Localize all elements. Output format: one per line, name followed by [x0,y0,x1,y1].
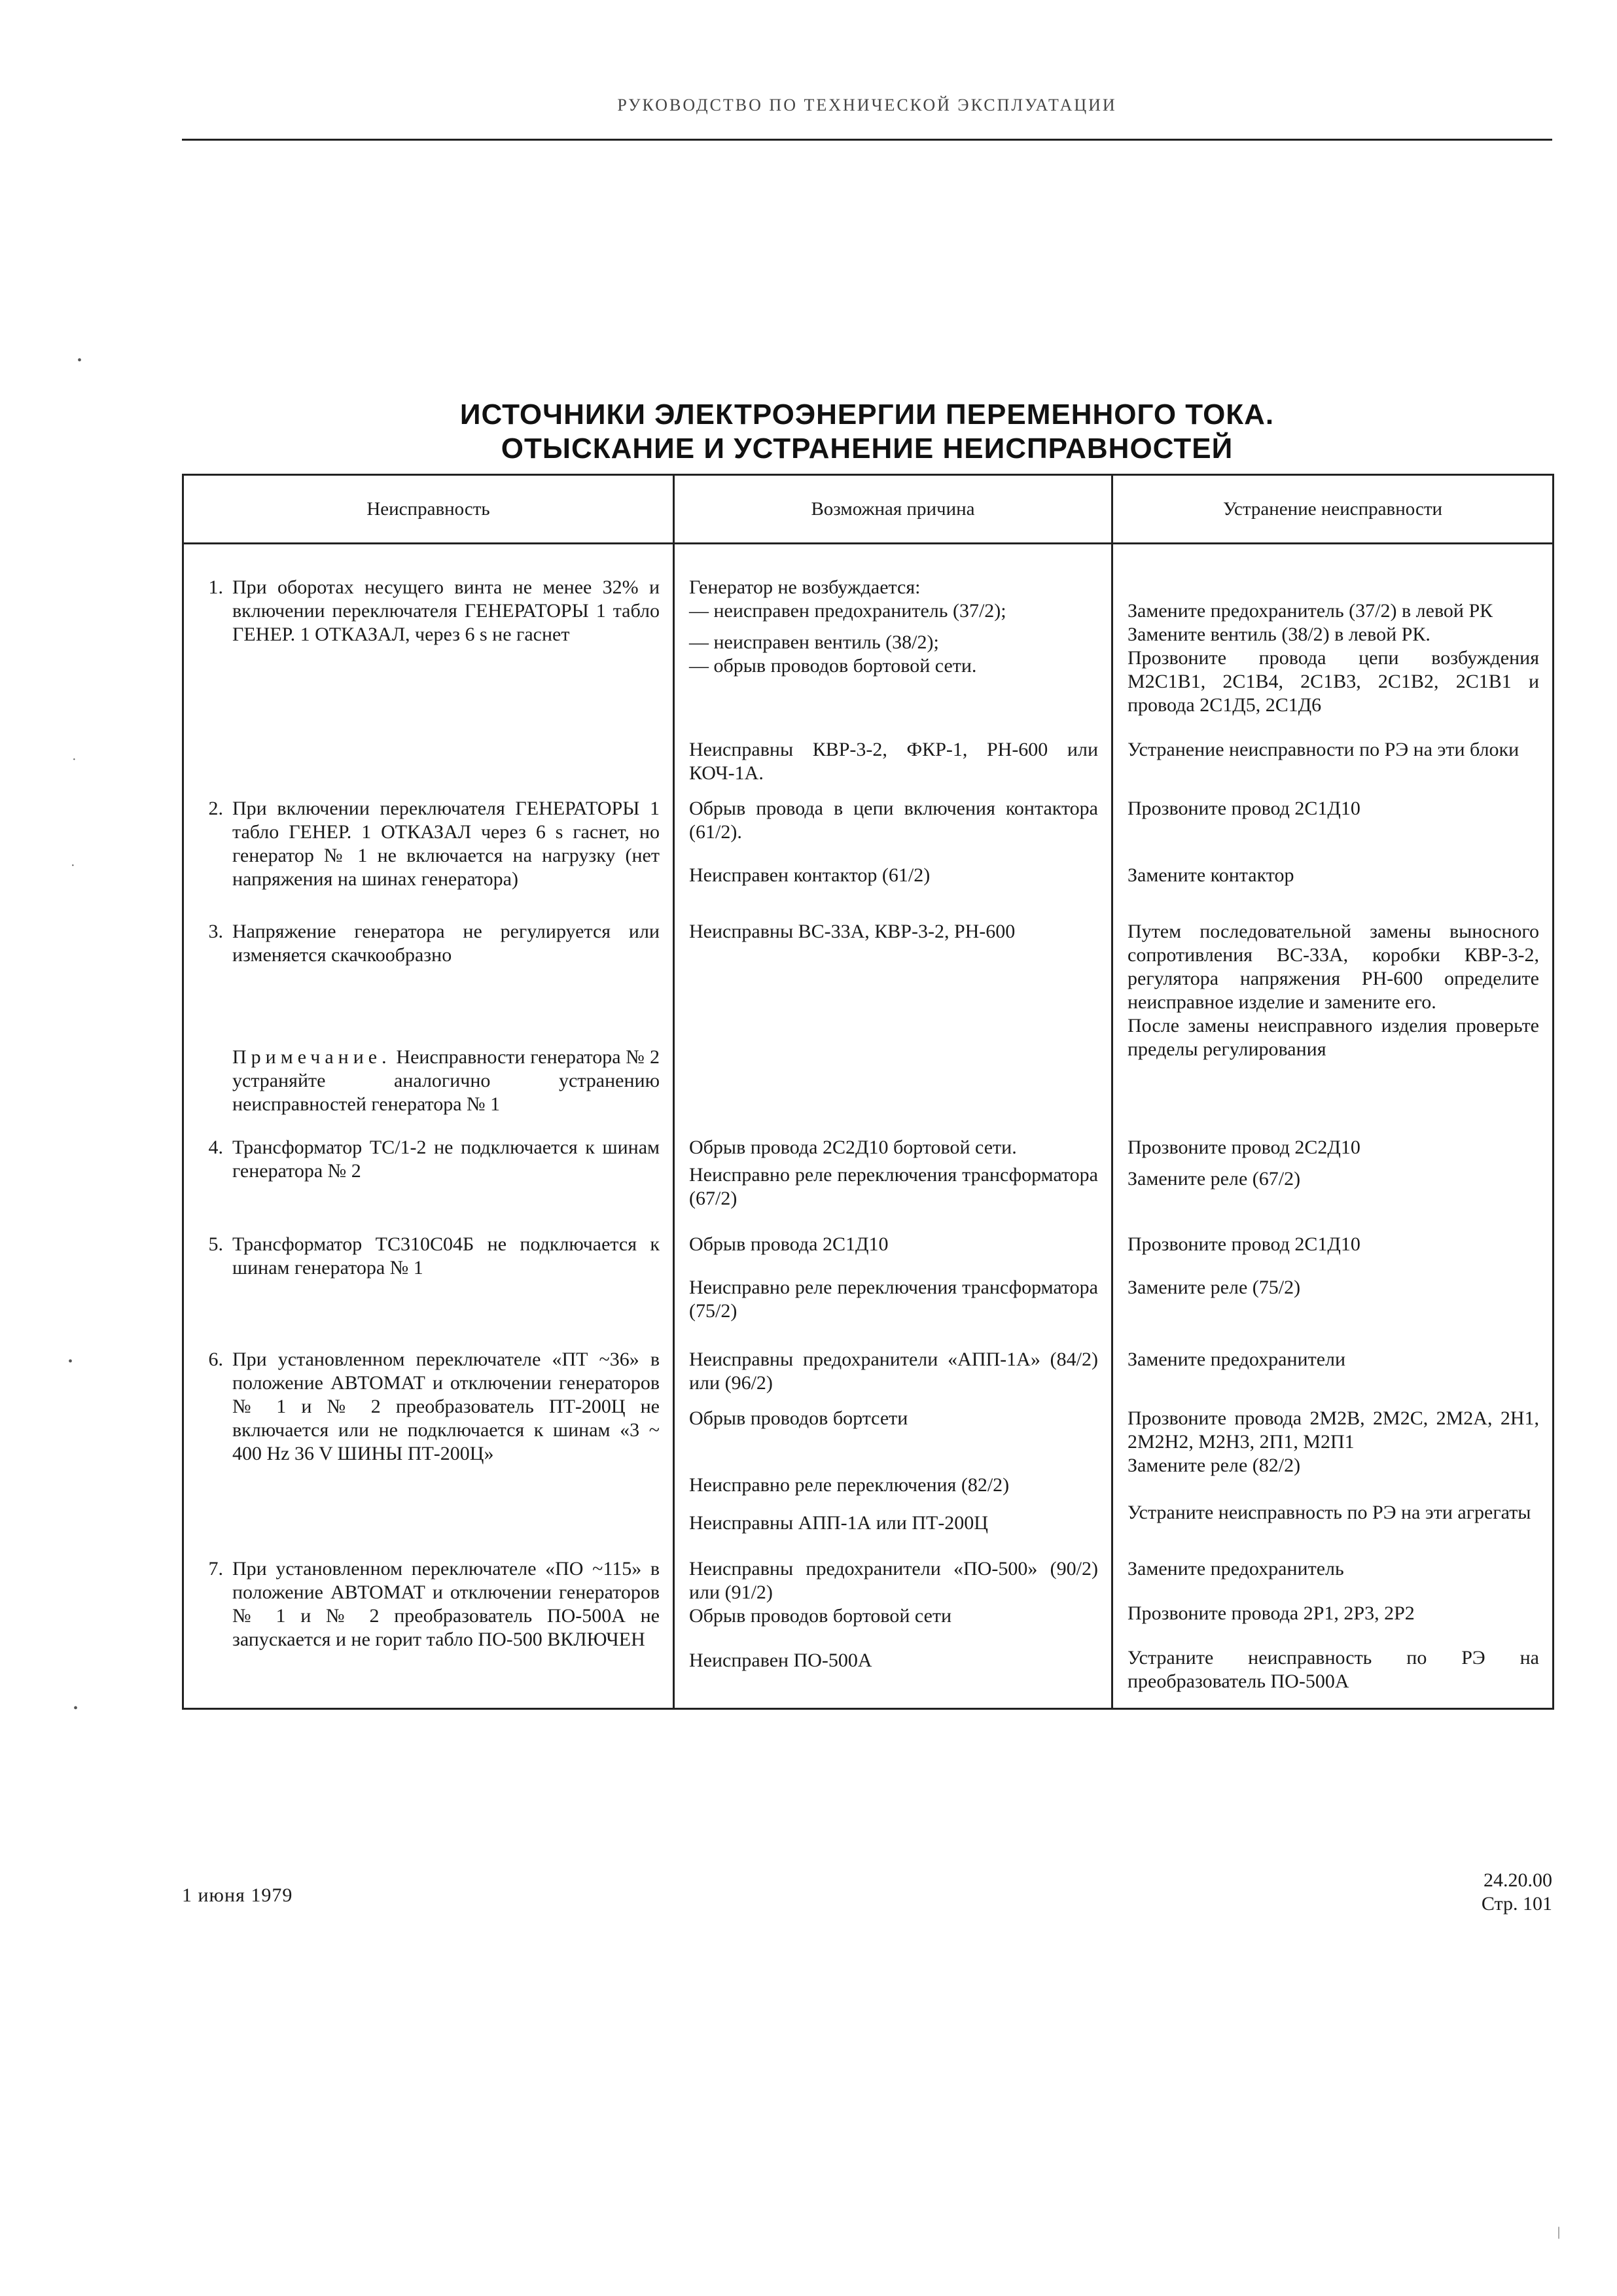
fault-text: При включении переключателя ГЕНЕРАТОРЫ 1 табло ГЕНЕР. 1 ОТКАЗАЛ через 6 s гаснет, но генератор № 1 не включается на нагрузку (нет напряжения на шинах генератора) [232,798,660,890]
cause-line: Неисправны предохранители «АПП-1А» (84/2) или (96/2) [689,1349,1098,1394]
cause-cell [674,717,1112,785]
remedy-line: Прозвоните провод 2С1Д10 [1128,1233,1360,1255]
remedy-line: Прозвоните провода 2Р1, 2Р3, 2Р2 [1128,1602,1415,1624]
remedy-line: Устраните неисправность по РЭ на преобразователь ПО-500А [1128,1647,1539,1692]
note-label: Примечание. [232,1046,391,1068]
header-remedy: Устранение неисправности [1112,475,1554,544]
row-number: 4. [208,1137,223,1158]
remedy-line: Замените вентиль (38/2) в левой РК. [1128,624,1430,645]
remedy-line: Путем последовательной замены выносного сопротивления ВС-33А, коробки КВР-3-2, регулятора напряжения РН-600 определите неисправное изделие и замените его. [1128,921,1539,1013]
page-title-line-2: ОТЫСКАНИЕ И УСТРАНЕНИЕ НЕИСПРАВНОСТЕЙ [501,433,1234,465]
table-row [183,891,1554,1116]
row-number: 3. [208,921,223,942]
cause-line: Обрыв провода 2С1Д10 [689,1233,889,1255]
cause-line: Обрыв провода в цепи включения контактора (61/2). [689,798,1098,843]
fault-text: Трансформатор ТС310С04Б не подключается к шинам генератора № 1 [232,1233,660,1279]
scan-speck: | [1557,2225,1561,2239]
fault-cell [183,544,674,718]
cause-line: Неисправны предохранители «ПО-500» (90/2) или (91/2) [689,1558,1098,1603]
troubleshooting-table [182,474,1554,1710]
page-title-line-1: ИСТОЧНИКИ ЭЛЕКТРОЭНЕРГИИ ПЕРЕМЕННОГО ТОКА. [459,398,1275,431]
troubleshooting-table-wrapper [182,474,1552,1710]
remedy-line: Замените контактор [1128,864,1294,886]
remedy-line: Замените реле (67/2) [1128,1168,1301,1190]
remedy-cell [1112,785,1554,891]
running-head: РУКОВОДСТВО ПО ТЕХНИЧЕСКОЙ ЭКСПЛУАТАЦИИ [617,96,1117,115]
row-number: 2. [208,798,223,819]
row-number: 7. [208,1558,223,1580]
cause-line: Неисправен контактор (61/2) [689,864,931,886]
cause-cell [674,1116,1112,1210]
fault-text: Напряжение генератора не регулируется или изменяется скачкообразно [232,921,660,966]
note-text: Неисправности генератора № 2 устраняйте аналогично устранению неисправностей генератора № 1 [232,1046,660,1115]
remedy-cell [1112,1323,1554,1535]
remedy-line: После замены неисправного изделия проверьте пределы регулирования [1128,1015,1539,1060]
note [232,1046,660,1116]
remedy-cell [1112,717,1554,785]
table-header-row [183,475,1554,544]
footer-page-info [1407,1869,1552,1916]
fault-cell [183,717,674,785]
remedy-line: Замените реле (82/2) [1128,1455,1301,1476]
fault-text: При установленном переключателе «ПТ ~36» в положение АВТОМАТ и отключении генераторов № 1 и № 2 преобразователь ПТ-200Ц не включается или не подключается к шинам «3 ~ 400 Hz 36 V ШИНЫ ПТ-200Ц» [232,1349,660,1464]
header-rule [182,139,1552,141]
cause-line: — неисправен предохранитель (37/2); [689,600,1006,622]
remedy-line: Замените предохранитель [1128,1558,1344,1580]
remedy-cell [1112,544,1554,718]
remedy-line: Устраните неисправность по РЭ на эти агрегаты [1128,1502,1531,1523]
remedy-cell [1112,891,1554,1116]
remedy-line: Замените предохранитель (37/2) в левой РК [1128,600,1493,622]
row-number: 6. [208,1349,223,1370]
fault-cell [183,1116,674,1210]
cause-cell [674,544,1112,718]
cause-line: Обрыв проводов бортовой сети [689,1605,952,1627]
fault-text: При установленном переключателе «ПО ~115» в положение АВТОМАТ и отключении генераторов № 1 и № 2 преобразователь ПО-500А не запускается и не горит табло ПО-500 ВКЛЮЧЕН [232,1558,660,1650]
header-cause: Возможная причина [674,475,1112,544]
cause-cell [674,1323,1112,1535]
remedy-cell [1112,1116,1554,1210]
remedy-line: Прозвоните провода цепи возбуждения М2С1В1, 2С1В4, 2С1В3, 2С1В2, 2С1В1 и провода 2С1Д5, 2С1Д6 [1128,647,1539,716]
cause-line: Неисправны АПП-1А или ПТ-200Ц [689,1512,988,1534]
table-row [183,717,1554,785]
cause-line: Генератор не возбуждается: [689,576,921,598]
footer-date: 1 июня 1979 [182,1884,293,1906]
cause-line: Неисправно реле переключения (82/2) [689,1474,1010,1496]
fault-text: Трансформатор ТС/1-2 не подключается к шинам генератора № 2 [232,1137,660,1182]
fault-text: При оборотах несущего винта не менее 32% и включении переключателя ГЕНЕРАТОРЫ 1 табло ГЕНЕР. 1 ОТКАЗАЛ, через 6 s не гаснет [232,576,660,645]
cause-line: Неисправны КВР-3-2, ФКР-1, РН-600 или КОЧ-1А. [689,739,1098,784]
cause-line: — неисправен вентиль (38/2); [689,631,939,653]
remedy-line: Замените реле (75/2) [1128,1277,1301,1298]
cause-cell [674,891,1112,1116]
scan-speck: · [72,752,77,767]
cause-line: Обрыв проводов бортсети [689,1407,908,1429]
page-title [182,398,1552,466]
footer-page-number: Стр. 101 [1481,1893,1552,1915]
remedy-line: Замените предохранители [1128,1349,1346,1370]
scan-speck: • [73,1701,79,1716]
fault-cell [183,1210,674,1323]
table-row [183,1323,1554,1535]
table-row [183,544,1554,718]
cause-line: Неисправно реле переключения трансформатора (75/2) [689,1277,1098,1322]
remedy-line: Прозвоните провод 2С2Д10 [1128,1137,1360,1158]
scan-speck: • [68,1354,73,1369]
cause-line: Неисправен ПО-500А [689,1650,872,1671]
cause-line: Обрыв провода 2С2Д10 бортовой сети. [689,1137,1017,1158]
cause-cell [674,1210,1112,1323]
fault-cell [183,1535,674,1709]
fault-cell [183,785,674,891]
table-row [183,1535,1554,1709]
remedy-line: Прозвоните провода 2М2В, 2М2С, 2М2А, 2Н1, 2М2Н2, М2Н3, 2П1, М2П1 [1128,1407,1539,1453]
remedy-cell [1112,1535,1554,1709]
fault-cell [183,891,674,1116]
fault-cell [183,1323,674,1535]
header-fault: Неисправность [183,475,674,544]
remedy-line: Прозвоните провод 2С1Д10 [1128,798,1360,819]
scan-speck: · [71,858,75,873]
cause-line: Неисправны ВС-33А, КВР-3-2, РН-600 [689,921,1016,942]
cause-cell [674,785,1112,891]
scan-speck: • [77,353,82,368]
remedy-cell [1112,1210,1554,1323]
footer-section-number: 24.20.00 [1484,1869,1552,1891]
cause-line: — обрыв проводов бортовой сети. [689,655,977,677]
table-row [183,1210,1554,1323]
row-number: 5. [208,1233,223,1255]
remedy-line: Устранение неисправности по РЭ на эти блоки [1128,739,1519,760]
table-row [183,785,1554,891]
table-row [183,1116,1554,1210]
row-number: 1. [208,576,223,598]
cause-line: Неисправно реле переключения трансформатора (67/2) [689,1164,1098,1209]
cause-cell [674,1535,1112,1709]
